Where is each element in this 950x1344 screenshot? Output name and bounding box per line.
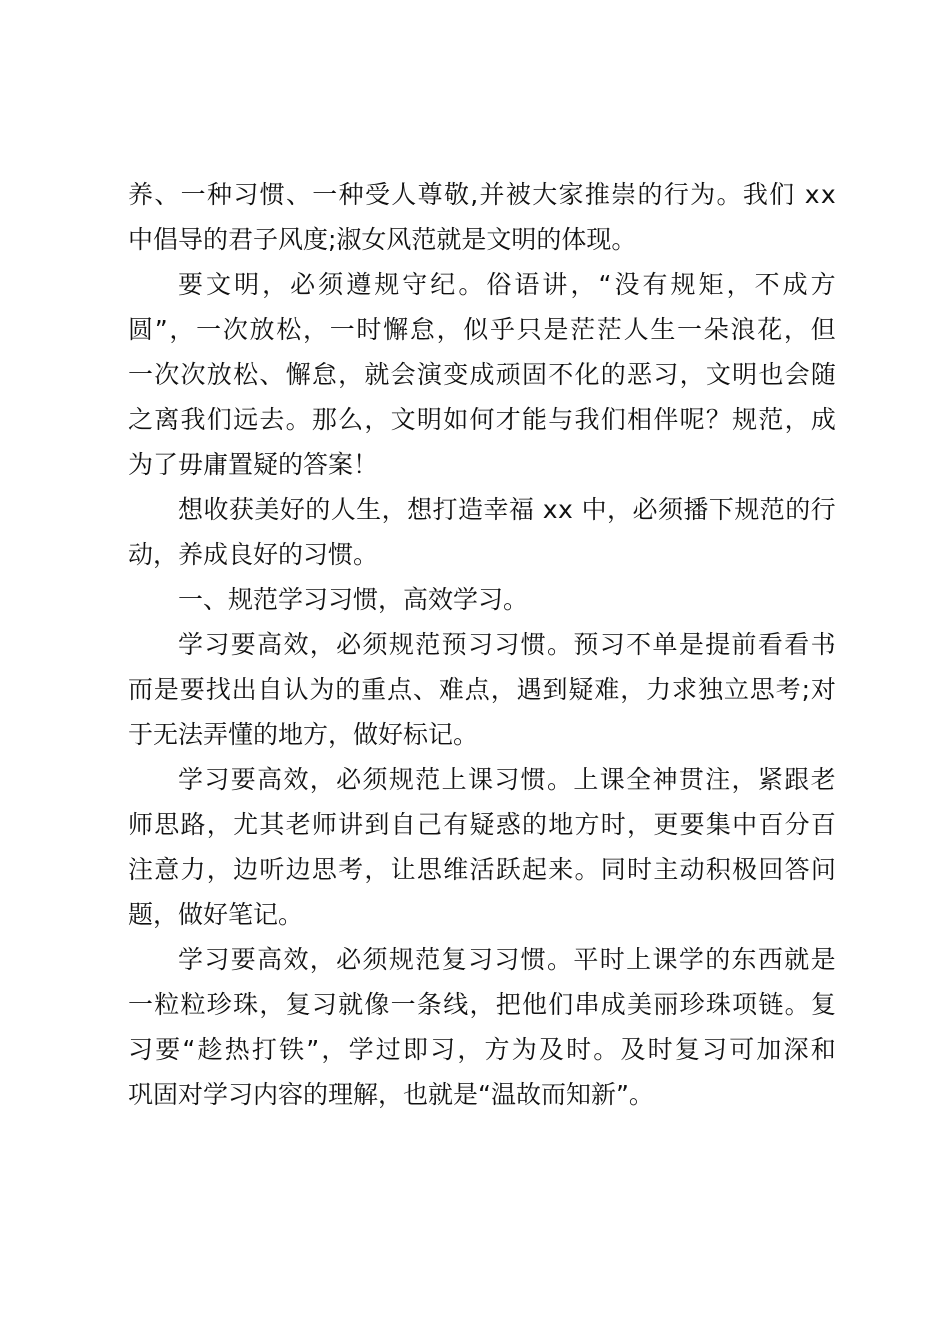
document-body xyxy=(128,172,836,1117)
section-heading: 一、规范学习习惯，高效学习。 xyxy=(178,585,529,614)
text-line: 一 次 次 放 松 、 懈 怠 ， 就 会 演 变 成 顽 固 不 化 的 恶 习 ， 文 明 也 会 随 xyxy=(128,360,836,389)
text-line: 巩固对学习内容的理解，也就是“温故而知新”。 xyxy=(128,1080,654,1109)
text-line: 中倡导的君子风度;淑女风范就是文明的体现。 xyxy=(128,225,637,254)
text-line: 想 收 获 美 好 的 人 生 ， 想 打 造 幸 福 x x 中 ， 必 须 播 下 规 范 的 行 xyxy=(178,495,836,524)
text-line: 学 习 要 高 效 ， 必 须 规 范 复 习 习 惯 。 平 时 上 课 学 的 东 西 就 是 xyxy=(178,945,836,974)
text-line: 要 文 明 ， 必 须 遵 规 守 纪 。 俗 语 讲 ， “ 没 有 规 矩 ， 不 成 方 xyxy=(178,270,836,299)
text-line: 习 要 “ 趁 热 打 铁 ” ， 学 过 即 习 ， 方 为 及 时 。 及 时 复 习 可 加 深 和 xyxy=(128,1035,836,1064)
text-line: 之 离 我 们 远 去 。 那 么 ， 文 明 如 何 才 能 与 我 们 相 伴 呢 ？ 规 范 ， 成 xyxy=(128,405,836,434)
text-line: 为了毋庸置疑的答案！ xyxy=(128,450,379,479)
text-line: 学 习 要 高 效 ， 必 须 规 范 预 习 习 惯 。 预 习 不 单 是 提 前 看 看 书 xyxy=(178,630,836,659)
text-line: 于无法弄懂的地方，做好标记。 xyxy=(128,720,479,749)
text-line: 动，养成良好的习惯。 xyxy=(128,540,379,569)
text-line: 一 粒 粒 珍 珠 ， 复 习 就 像 一 条 线 ， 把 他 们 串 成 美 丽 珍 珠 项 链 。 复 xyxy=(128,990,836,1019)
text-line: 而 是 要 找 出 自 认 为 的 重 点 、 难 点 ， 遇 到 疑 难 ， 力 求 独 立 思 考 ; 对 xyxy=(128,675,836,704)
text-line: 师 思 路 ， 尤 其 老 师 讲 到 自 己 有 疑 惑 的 地 方 时 ， 更 要 集 中 百 分 百 xyxy=(128,810,836,839)
text-line: 学 习 要 高 效 ， 必 须 规 范 上 课 习 惯 。 上 课 全 神 贯 注 ， 紧 跟 老 xyxy=(178,765,836,794)
text-line: 题，做好笔记。 xyxy=(128,900,304,929)
text-line: 圆 ” ， 一 次 放 松 ， 一 时 懈 怠 ， 似 乎 只 是 茫 茫 人 生 一 朵 浪 花 ， 但 xyxy=(128,315,836,344)
text-line: 养 、 一 种 习 惯 、 一 种 受 人 尊 敬 , 并 被 大 家 推 崇 的 行 为 。 我 们 x x xyxy=(128,180,836,209)
text-line: 注 意 力 ， 边 听 边 思 考 ， 让 思 维 活 跃 起 来 。 同 时 主 动 积 极 回 答 问 xyxy=(128,855,836,884)
